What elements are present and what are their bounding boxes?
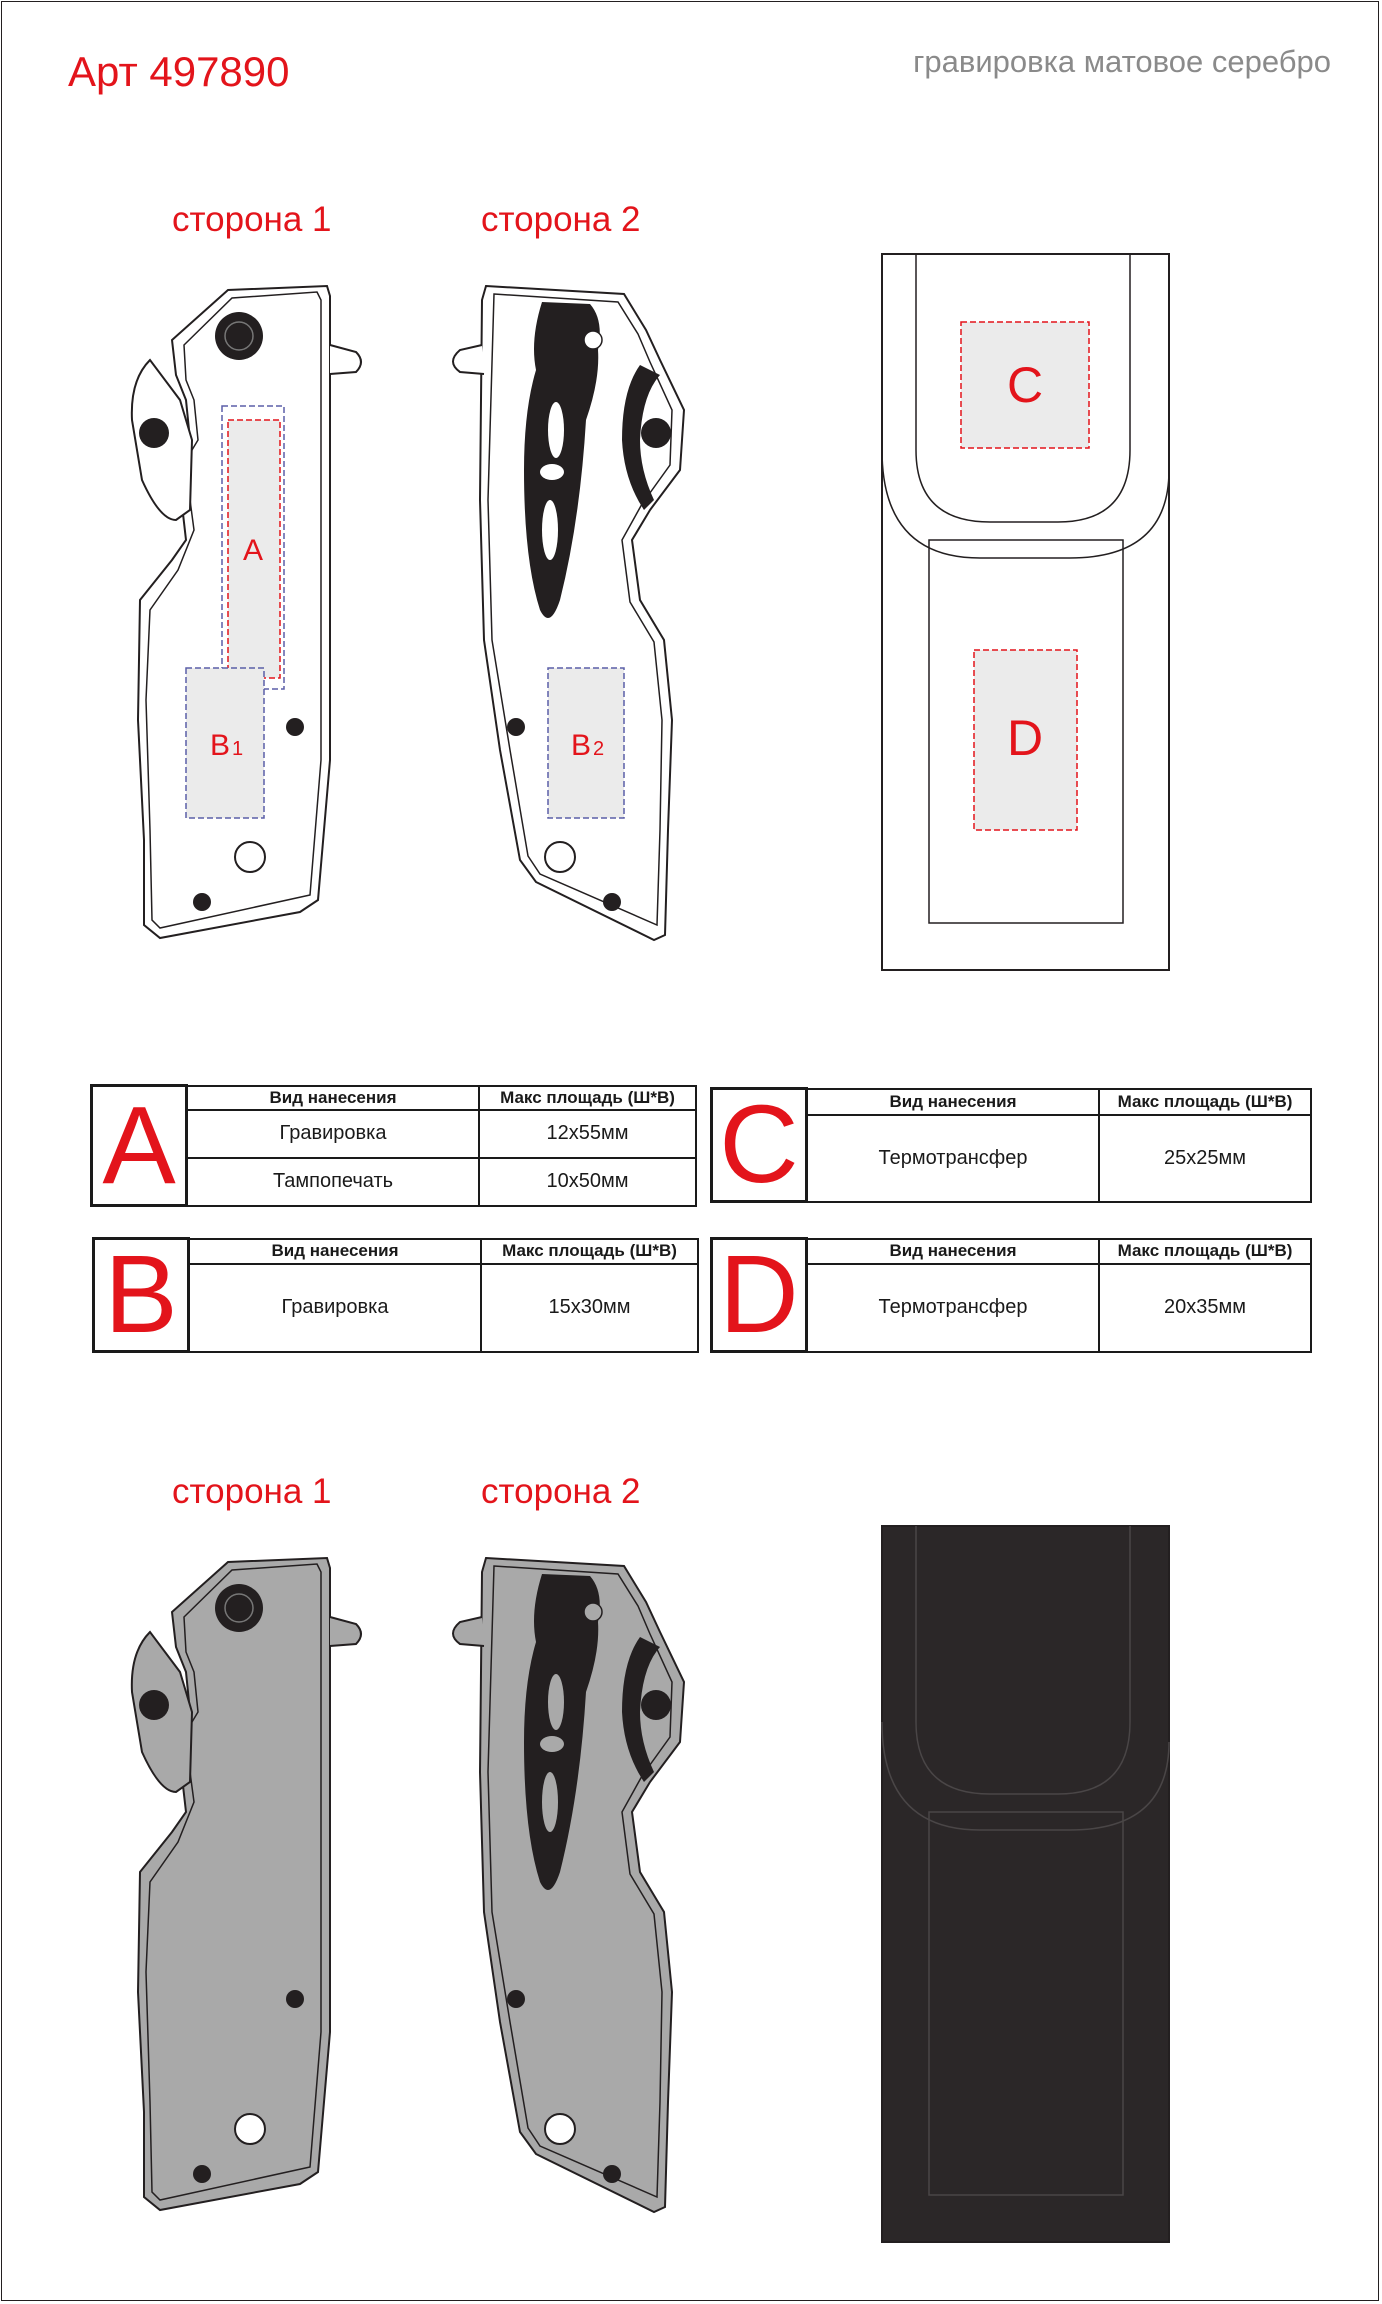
table-a-col2: Макс площадь (Ш*В) [479, 1086, 696, 1110]
finish-label: гравировка матовое серебро [913, 44, 1331, 79]
table-b-col1: Вид нанесения [189, 1239, 482, 1265]
table-c-col2: Макс площадь (Ш*В) [1099, 1089, 1311, 1115]
side-1-label-top: сторона 1 [172, 200, 332, 239]
table-a-row1-size: 12x55мм [479, 1110, 696, 1158]
pouch-colored [0, 1272, 1382, 2304]
table-c [710, 1083, 1312, 1206]
table-a-row2-size: 10x50мм [479, 1158, 696, 1206]
side-2-label-bottom: сторона 2 [481, 1472, 641, 1511]
table-d-letter: D [712, 1239, 807, 1352]
zone-b2-label: B [571, 729, 592, 762]
table-b-letter: B [94, 1239, 189, 1352]
table-c-row1-size: 25x25мм [1099, 1115, 1311, 1202]
zone-d-marker [974, 650, 1077, 830]
table-a-letter: A [92, 1086, 187, 1206]
zone-c-marker [961, 322, 1089, 448]
zone-b2-subscript: 2 [593, 738, 605, 760]
table-a-col1: Вид нанесения [187, 1086, 480, 1110]
table-c-letter: C [712, 1089, 807, 1202]
side-1-label-bottom: сторона 1 [172, 1472, 332, 1511]
table-d-row1-size: 20x35мм [1099, 1264, 1311, 1351]
table-c-col1: Вид нанесения [807, 1089, 1100, 1115]
side-2-label-top: сторона 2 [481, 200, 641, 239]
zone-b1-subscript: 1 [232, 738, 244, 760]
table-b-row1-method: Гравировка [189, 1264, 482, 1351]
table-a-row2-method: Тампопечать [187, 1158, 480, 1206]
zone-c-label: C [1006, 357, 1044, 413]
table-d-row1-method: Термотрансфер [807, 1264, 1100, 1351]
table-d-col1: Вид нанесения [807, 1239, 1100, 1265]
article-number: Арт 497890 [68, 48, 290, 95]
table-d-col2: Макс площадь (Ш*В) [1099, 1239, 1311, 1265]
zone-d-label: D [1006, 710, 1044, 766]
zone-a-label: A [242, 534, 264, 567]
table-b-col2: Макс площадь (Ш*В) [481, 1239, 698, 1265]
table-b-row1-size: 15x30мм [481, 1264, 698, 1351]
table-a [90, 1084, 697, 1207]
zone-b1-label: B [210, 729, 231, 762]
table-a-row1-method: Гравировка [187, 1110, 480, 1158]
table-c-row1-method: Термотрансфер [807, 1115, 1100, 1202]
